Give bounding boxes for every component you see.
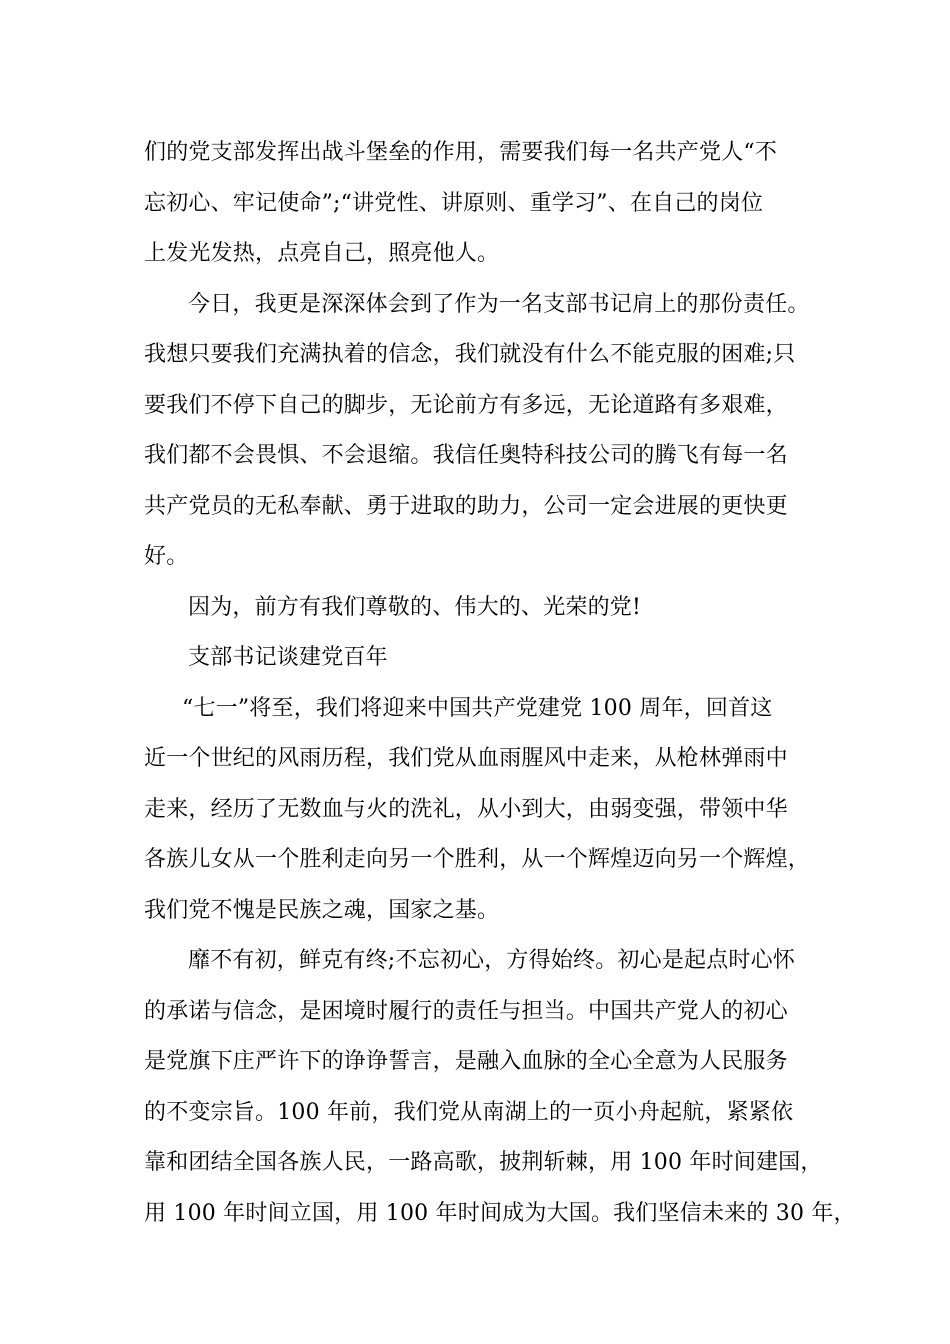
paragraph-2 [144,280,814,583]
text-line: 忘初心、牢记使命”;“讲党性、讲原则、重学习”、在自己的岗位 [144,190,764,216]
text-line: 近一个世纪的风雨历程，我们党从血雨腥风中走来，从枪林弹雨中 [144,746,788,771]
text-line: 共产党员的无私奉献、勇于进取的助力，公司一定会进展的更快更 [144,493,788,519]
text-line: 因为，前方有我们尊敬的、伟大的、光荣的党! [188,594,642,620]
paragraph-4 [144,684,814,937]
text-line: 们的党支部发挥出战斗堡垒的作用，需要我们每一名共产党人“不 [144,140,778,165]
text-line: 我们党不愧是民族之魂，国家之基。 [144,897,500,923]
text-line: 的不变宗旨。100 年前，我们党从南湖上的一页小舟起航，紧紧依 [144,1099,794,1125]
paragraph-3 [144,583,814,634]
text-line: 是党旗下庄严许下的诤诤誓言，是融入血脉的全心全意为人民服务 [144,1049,788,1074]
text-line: 各族儿女从一个胜利走向另一个胜利，从一个辉煌迈向另一个辉煌， [144,847,811,872]
paragraph-1 [144,128,814,280]
text-line: 我想只要我们充满执着的信念，我们就没有什么不能克服的困难;只 [144,342,796,367]
text-line: 要我们不停下自己的脚步，无论前方有多远，无论道路有多艰难， [144,392,788,418]
document-body [144,128,856,1239]
text-line: 上发光发热，点亮自己，照亮他人。 [144,241,500,266]
text-line: 好。 [144,544,189,569]
section-heading [144,633,814,684]
text-line: 走来，经历了无数血与火的洗礼，从小到大，由弱变强，带领中华 [144,796,788,822]
text-line: 我们都不会畏惧、不会退缩。我信任奥特科技公司的腾飞有每一名 [144,443,788,468]
text-line: 用 100 年时间立国，用 100 年时间成为大国。我们坚信未来的 30 年， [144,1200,856,1226]
text-line: 靠和团结全国各族人民，一路高歌，披荆斩棘，用 100 年时间建国， [144,1150,823,1175]
text-line: 靡不有初，鲜克有终;不忘初心，方得始终。初心是起点时心怀 [188,948,796,973]
text-line: “七一”将至，我们将迎来中国共产党建党 100 周年，回首这 [182,695,773,721]
text-line: 今日，我更是深深体会到了作为一名支部书记肩上的那份责任。 [188,291,810,317]
paragraph-5 [144,936,856,1239]
text-line: 的承诺与信念，是困境时履行的责任与担当。中国共产党人的初心 [144,998,788,1024]
heading-text: 支部书记谈建党百年 [188,645,388,670]
